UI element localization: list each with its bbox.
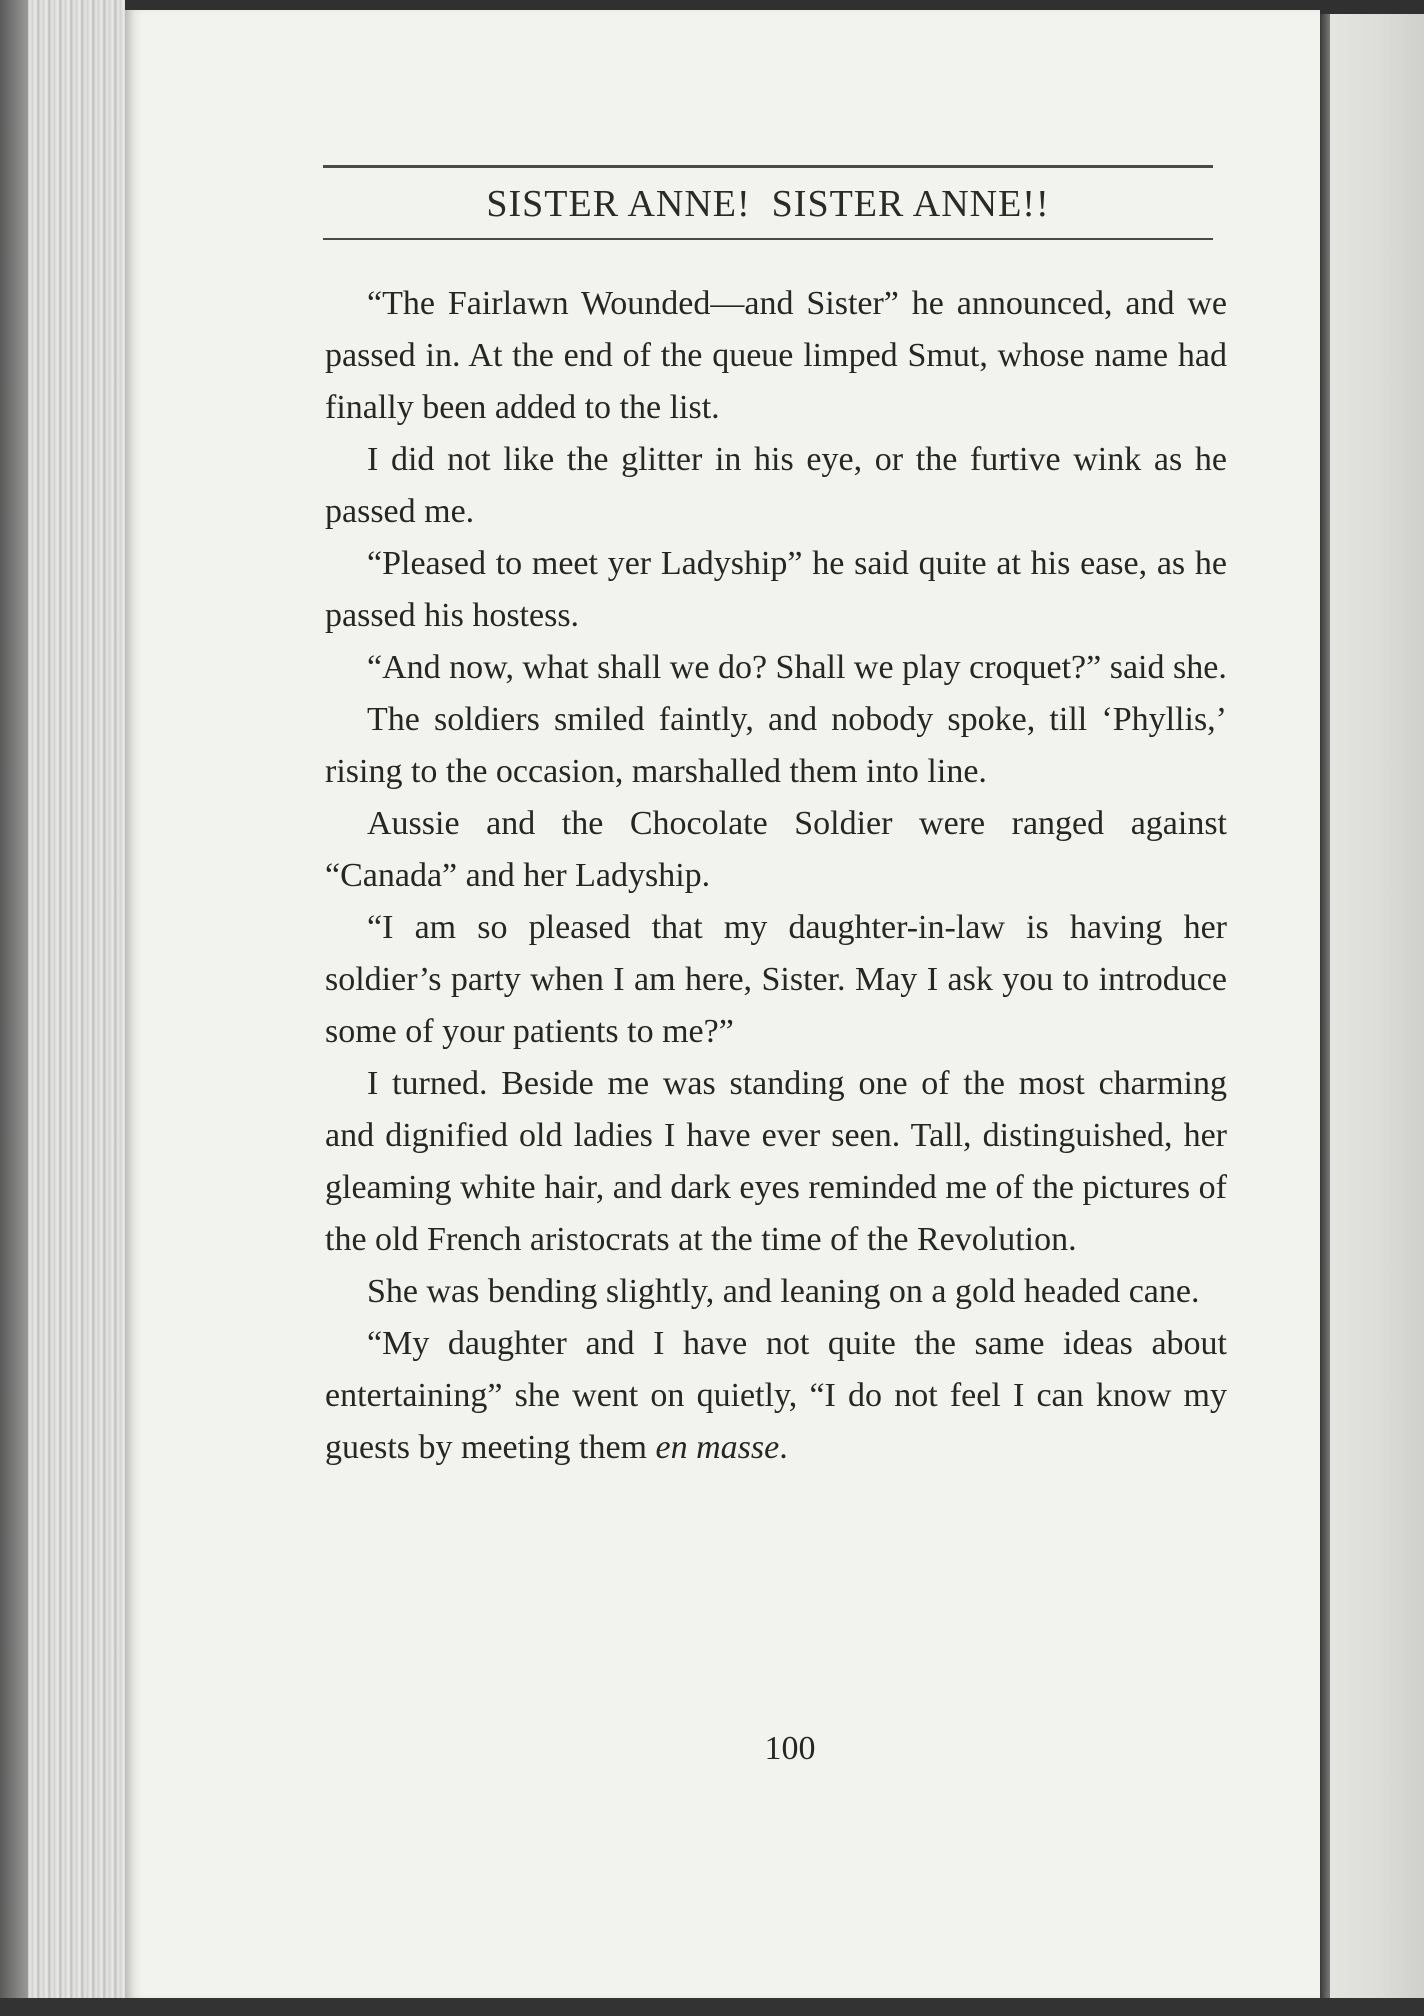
paragraph: She was bending slightly, and leaning on a gold headed cane.: [367, 1273, 1200, 1310]
paragraph-end: .: [779, 1429, 788, 1466]
italic-phrase: en masse: [655, 1429, 780, 1466]
paragraph: I turned. Beside me was standing one of the most charming and dignified old ladies I have ever seen. Tall, distinguished, her gleaming white hair, and dark eyes reminded me of the pictures of the old French aristocrats at the time of the Revolution.: [325, 1065, 1227, 1258]
paragraph: “And now, what shall we do? Shall we play croquet?” said she.: [367, 649, 1227, 686]
paragraph: “The Fairlawn Wounded—and Sister” he announced, and we passed in. At the end of the queue limped Smut, whose name had finally been added to the list.: [325, 285, 1227, 426]
paragraph: “Pleased to meet yer Ladyship” he said quite at his ease, as he passed his hostess.: [325, 545, 1227, 634]
head-rule-bottom: [323, 238, 1213, 240]
page-edge-shadow: [0, 0, 28, 2016]
running-head-title: SISTER ANNE! SISTER ANNE!!: [486, 183, 1050, 225]
paragraph-text: “My daughter and I have not quite the same ideas about entertaining” she went on quietly, “I do not feel I can know my guests by meeting them: [325, 1325, 1227, 1466]
running-head: [323, 165, 1213, 240]
body-text: [325, 278, 1227, 1474]
binding-gutter: [1320, 14, 1330, 1998]
paragraph: Aussie and the Chocolate Soldier were ranged against “Canada” and her Ladyship.: [325, 805, 1227, 894]
paragraph: “I am so pleased that my daughter-in-law is having her soldier’s party when I am here, Sister. May I ask you to introduce some of your patients to me?”: [325, 909, 1227, 1050]
facing-page-edge: [1320, 14, 1424, 1998]
page-edges-left: [0, 0, 125, 2016]
page-number: 100: [764, 1730, 816, 1767]
paragraph: I did not like the glitter in his eye, or the furtive wink as he passed me.: [325, 441, 1227, 530]
paragraph-last: [325, 1318, 1227, 1474]
paragraph: The soldiers smiled faintly, and nobody spoke, till ‘Phyllis,’ rising to the occasion, marshalled them into line.: [325, 701, 1227, 790]
head-rule-top: [323, 165, 1213, 168]
scan-border-bottom: [0, 1998, 1424, 2016]
